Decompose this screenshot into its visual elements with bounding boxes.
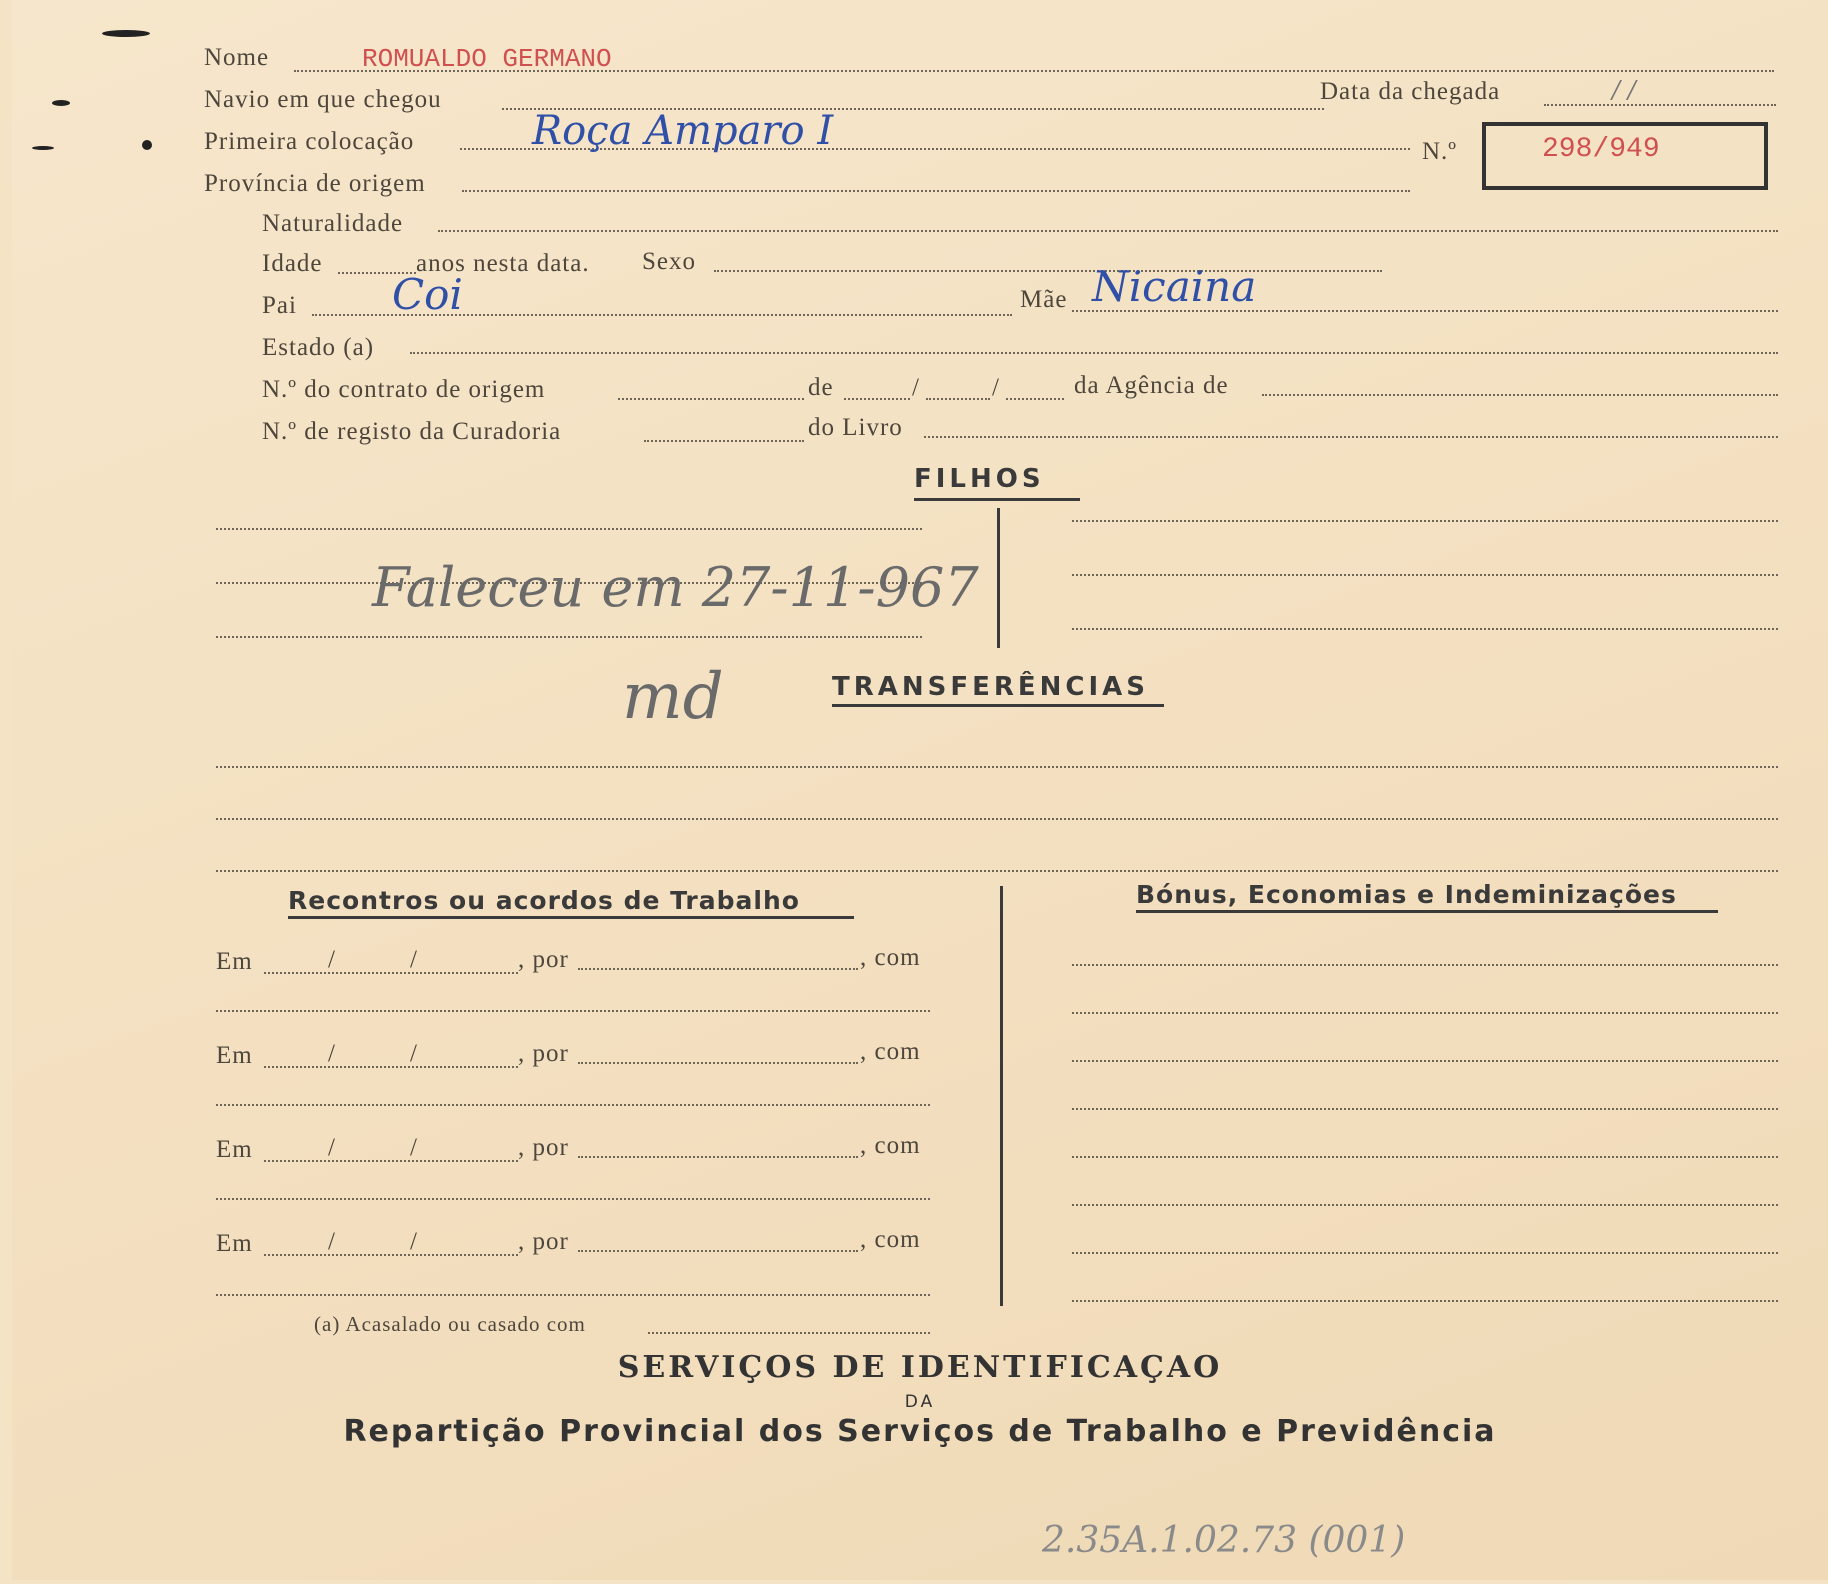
bonus-line [1072,964,1778,966]
contrato-label: N.º do contrato de origem [262,376,546,403]
bonus-line [1072,1204,1778,1206]
com-label: , com [860,1226,921,1253]
footnote-line [648,1332,930,1334]
anos-label: anos nesta data. [416,250,590,277]
filhos-underline [914,498,1080,501]
transferencias-line [216,766,1778,768]
filhos-line [1072,574,1778,576]
bonus-line [1072,1060,1778,1062]
recontros-underline [288,916,854,919]
footer-subtitle: Repartição Provincial dos Serviços de Trabalho e Previdência [343,1414,1497,1449]
bonus-title: Bónus, Economias e Indeminizações [1136,880,1677,909]
date-slash: / [410,1134,418,1161]
registration-card [12,0,1828,1580]
com-label: , com [860,1132,921,1159]
por-label: , por [518,1228,569,1255]
em-label: Em [216,1136,253,1163]
date-slash: / [328,1134,336,1161]
em-continuation-line [216,1010,930,1012]
estado-line [410,352,1778,354]
transferencias-line [216,870,1778,872]
pai-value: Coi [392,270,463,319]
por-line [578,1156,858,1158]
primeira-value: Roça Amparo I [532,108,834,154]
date-slash: / [912,374,920,401]
contrato-line [618,398,804,400]
por-line [578,968,858,970]
mae-value: Nicaina [1092,262,1257,311]
bonus-line [1072,1108,1778,1110]
date-slash: / [328,946,336,973]
em-date-line [264,1160,518,1162]
provincia-line [462,190,1410,192]
filhos-line [1072,628,1778,630]
em-label: Em [216,1042,253,1069]
footnote: (a) Acasalado ou casado com [314,1312,586,1336]
livro-label: do Livro [808,414,903,441]
agencia-line [1262,394,1778,396]
bonus-underline [1136,910,1718,913]
com-label: , com [860,944,921,971]
sexo-label: Sexo [642,248,696,275]
archive-ref: 2.35A.1.02.73 (001) [1042,1520,1406,1561]
date-slash: / [992,374,1000,401]
ink-mark [102,30,150,37]
filhos-line [216,528,922,530]
naturalidade-line [438,230,1778,232]
ink-mark [32,146,54,150]
de-label: de [808,374,834,401]
por-label: , por [518,946,569,973]
date-slash: / [410,946,418,973]
em-label: Em [216,1230,253,1257]
filhos-divider [997,508,1000,648]
ink-mark [142,140,152,150]
ink-mark [52,100,70,106]
transferencias-underline [832,704,1164,707]
footer-title: SERVIÇOS DE IDENTIFICAÇAO [617,1350,1223,1385]
recontros-title: Recontros ou acordos de Trabalho [288,886,800,915]
em-continuation-line [216,1294,930,1296]
naturalidade-label: Naturalidade [262,210,404,237]
date-day-line [844,398,910,400]
numero-value: 298/949 [1542,134,1660,165]
bottom-divider [1000,886,1003,1306]
em-continuation-line [216,1198,930,1200]
data-chegada-label: Data da chegada [1320,78,1501,105]
date-slash: / [410,1040,418,1067]
data-chegada-line [1544,104,1776,106]
primeira-label: Primeira colocação [204,128,415,155]
registo-line [644,440,804,442]
por-label: , por [518,1134,569,1161]
bonus-line [1072,1300,1778,1302]
registo-label: N.º de registo da Curadoria [262,418,562,445]
bonus-line [1072,1252,1778,1254]
em-label: Em [216,948,253,975]
navio-label: Navio em que chegou [204,86,442,113]
nome-label: Nome [204,44,270,71]
em-continuation-line [216,1104,930,1106]
pai-label: Pai [262,292,297,319]
date-month-line [926,398,990,400]
agencia-label: da Agência de [1074,372,1229,399]
filhos-title: FILHOS [914,464,1045,494]
transferencias-title: TRANSFERÊNCIAS [832,672,1150,702]
date-slash: / [328,1040,336,1067]
transferencias-line [216,818,1778,820]
estado-label: Estado (a) [262,334,375,361]
bonus-line [1072,1012,1778,1014]
livro-line [924,436,1778,438]
por-line [578,1250,858,1252]
filhos-line [1072,520,1778,522]
data-chegada-value: / / [1612,76,1636,104]
date-slash: / [410,1228,418,1255]
com-label: , com [860,1038,921,1065]
footer-da: DA [904,1392,936,1412]
date-slash: / [328,1228,336,1255]
date-year-line [1006,398,1064,400]
em-date-line [264,972,518,974]
em-date-line [264,1066,518,1068]
em-date-line [264,1254,518,1256]
por-line [578,1062,858,1064]
por-label: , por [518,1040,569,1067]
idade-label: Idade [262,250,323,277]
provincia-label: Província de origem [204,170,426,197]
nome-value: ROMUALDO GERMANO [362,44,612,74]
numero-label: N.º [1422,138,1458,165]
filhos-line [216,636,922,638]
mae-label: Mãe [1020,286,1068,313]
initials-mark: md [622,660,724,734]
bonus-line [1072,1156,1778,1158]
sexo-line [714,270,1382,272]
death-note: Faleceu em 27-11-967 [372,556,979,619]
